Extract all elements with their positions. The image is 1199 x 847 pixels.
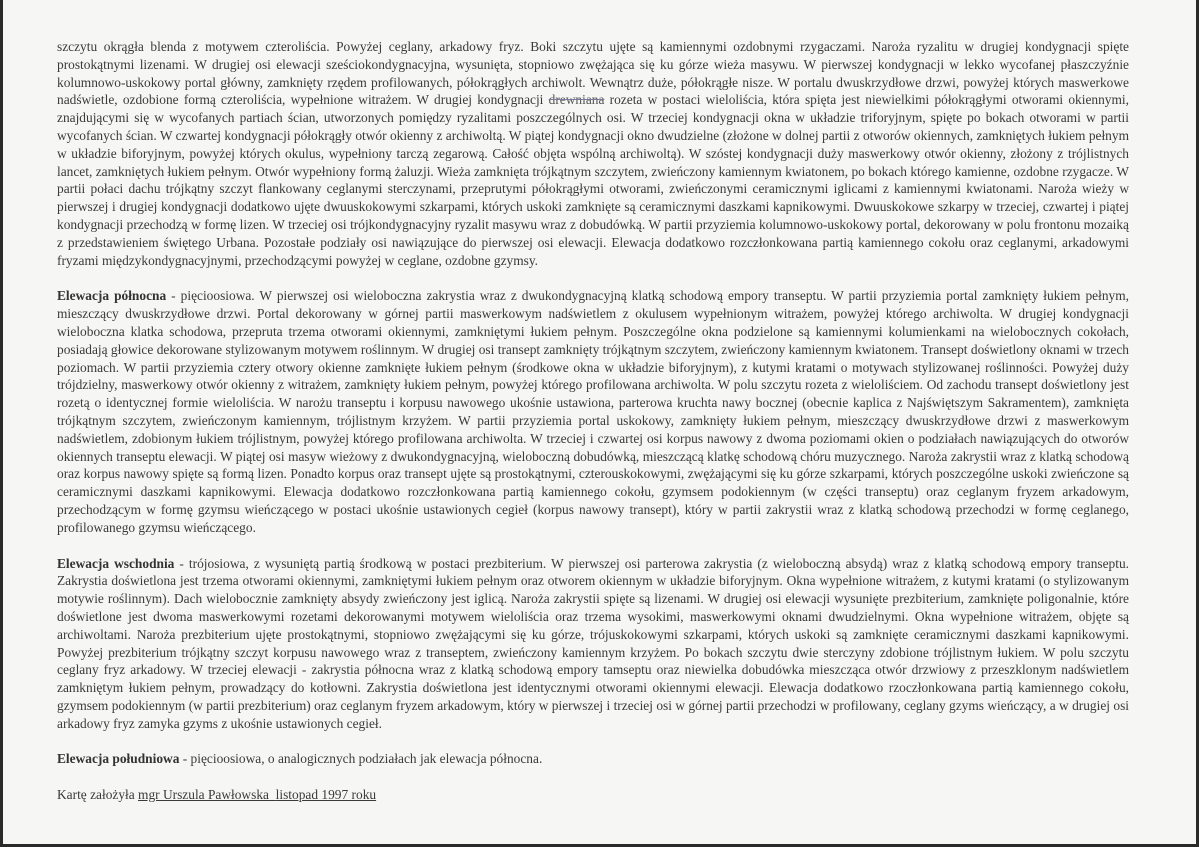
intro-paragraph xyxy=(57,38,1129,269)
footer-author: mgr Urszula Pawłowska xyxy=(138,787,269,803)
south-elevation-paragraph xyxy=(57,750,1129,768)
north-elevation-paragraph xyxy=(57,287,1129,536)
intro-text-b: rozeta w postaci wieloliścia, która spięta jest niewielkimi półokrągłymi otworami okiennymi, znajdującymi się w wycofanych partiach ścian, utworzonych pomiędzy ryzalitami poszczególnych osi. W trzeciej kondygnacji okna w układzie triforyjnym, spięte po bokach otworami w partii wycofanych ścian. W czwartej kondygnacji półokrągły otwór okienny z archiwoltą. W piątej kondygnacji okno dwudzielne (złożone w dolnej partii z otworów okiennych, zamkniętych łukiem pełnym w układzie biforyjnym, powyżej których okulus, wypełniony tarczą zegarową. Całość objęta wspólną archiwoltą). W szóstej kondygnacji duży maswerkowy otwór okienny, złożony z trójlistnych lancet, zamkniętych łukiem pełnym. Otwór wypełniony formą żaluzji. Wieża zamknięta trójkątnym szczytem, zwieńczony kamiennym kwiatonem, po bokach którego kamienne, ozdobne rzygacze. W partii połaci dachu trójkątny szczyt flankowany ceglanymi sterczynami, przeprutymi półokrągłymi otworami, zwieńczonymi ceramicznymi iglicami z kamiennymi kwiatonami. Naroża wieży w pierwszej i drugiej kondygnacji dodatkowo ujęte dwuuskokowymi szkarpami, których uskoki zamknięte są ceramicznymi daszkami kapnikowymi. Dwuuskokowe szkarpy w trzeciej, czwartej i piątej kondygnacji przechodzą w formę lizen. W trzeciej osi trójkondygnacyjny ryzalit masywu wraz z dobudówką. W partii przyziemia kolumnowo-uskokowy portal, dekorowany w polu frontonu mozaiką z przedstawieniem świętego Urbana. Pozostałe podziały osi nawiązujące do pierwszej osi elewacji. Elewacja dodatkowo rozczłonkowana partią kamiennego cokołu oraz ceglanymi, arkadowymi fryzami międzykondygnacyjnymi, przechodzącymi powyżej w ceglane, ozdobne gzymsy. xyxy=(57,92,1129,268)
north-elevation-heading: Elewacja północna xyxy=(57,288,167,304)
document-page xyxy=(57,38,1129,822)
east-elevation-heading: Elewacja wschodnia xyxy=(57,555,175,571)
footer-prefix: Kartę założyła xyxy=(57,787,139,803)
intro-text-a: szczytu okrągła blenda z motywem czteroliścia. Powyżej ceglany, arkadowy fryz. Boki szczytu ujęte są kamiennymi ozdobnymi rzygaczami. Naroża ryzalitu w drugiej kondygnacji spięte prostokątnymi lizenami. W drugiej osi elewacji sześciokondygnacyjna, wysunięta, stopniowo zwężająca się ku górze wieża masywu. W pierwszej kondygnacji w lekko wycofanej płaszczyźnie kolumnowo-uskokowy portal główny, zamknięty rzędem profilowanych, półokrągłych archiwolt. Wewnątrz duże, półokrągłe nisze. W portalu dwuskrzydłowe drzwi, powyżej których maswerkowe nadświetle, ozdobione formą czteroliścia, wypełnione witrażem. W drugiej kondygnacji xyxy=(57,39,1129,108)
struck-word: drewniana xyxy=(548,92,605,108)
east-elevation-text: - trójosiowa, z wysuniętą partią środkową w postaci prezbiterium. W pierwszej osi parterowa zakrystia (z wieloboczną absydą) wraz z klatką schodową empory transeptu. Zakrystia doświetlona jest trzema otworami okiennymi, zamkniętymi łukiem pełnym oraz otworem okiennym w układzie biforyjnym. Okna wypełnione witrażem, z kutymi kratami (o stylizowanym motywie roślinnym). Dach wielobocznie zamknięty absydy zwieńczony jest iglicą. Naroża zakrystii spięte są lizenami. W drugiej osi elewacji wysunięte prezbiterium, zamknięte poligonalnie, które doświetlone jest dwoma maswerkowymi rozetami dekorowanymi motywem wieloliścia oraz trzema wysokimi, maswerkowymi oknami dwudzielnymi. Okna wypełnione witrażem, objęte są archiwoltami. Naroża prezbiterium ujęte prostokątnymi, stopniowo zwężającymi się ku górze, trójuskokowymi szkarpami, których uskoki są zamknięte ceramicznymi daszkami kapnikowymi. Powyżej prezbiterium trójkątny szczyt korpusu nawowego wraz z transeptem, zwieńczony kamiennym krzyżem. Po bokach szczytu dwie sterczyny zdobione trójlistnym łukiem. W polu szczytu ceglany fryz arkadowy. W trzeciej elewacji - zakrystia północna wraz z klatką schodową empory tamseptu oraz niewielka dobudówka mieszcząca otwór drzwiowy z przeszklonym nadświetlem zamkniętym łukiem pełnym, prowadzący do kotłowni. Zakrystia doświetlona jest identycznymi otworami okiennymi elewacji. Elewacja dodatkowo rzoczłonkowana partią kamiennego cokołu, gzymsem podokiennym (w partii prezbiterium) oraz ceglanym fryzem arkadowym, który w pierwszej i trzeciej osi w górnej partii przechodzi w profilowany, ceglany gzyms wieńczący, a w drugiej osi arkadowy fryz zamyka gzyms z ukośnie ustawionych cegieł. xyxy=(57,555,1130,731)
footer-date: listopad 1997 roku xyxy=(275,787,377,803)
north-elevation-text: - pięcioosiowa. W pierwszej osi wieloboczna zakrystia wraz z dwukondygnacyjną klatką schodową empory transeptu. W partii przyziemia portal zamknięty łukiem pełnym, mieszczący dwuskrzydłowe drzwi. Portal dekorowany w górnej partii maswerkowym nadświetlem z okulusem wypełnionym witrażem, powyżej którego archiwolta. W drugiej kondygnacji wieloboczna klatka schodowa, przeprutа trzema otworami okiennymi, zamkniętymi łukiem pełnym. Poszczególne okna podzielone są kamiennymi kolumienkami na wielobocznych cokołach, posiadają głowice dekorowane stylizowanym motywem roślinnym. W drugiej osi transept zamknięty trójkątnym szczytem, zwieńczony kamiennym kwiatonem. Transept doświetlony oknami w trzech poziomach. W partii przyziemia cztery otwory okienne zamknięte łukiem pełnym (środkowe okna w układzie biforyjnym), z kutymi kratami o motywach stylizowanej roślinności. Powyżej duży trójdzielny, maswerkowy otwór okienny z witrażem, zamknięty łukiem pełnym, powyżej którego profilowana archiwolta. W polu szczytu rozeta z wieloliściem. Od zachodu transept doświetlony jest rozetą o identycznej formie wieloliścia. W narożu transeptu i korpusu nawowego ukośnie ustawiona, parterowa kruchta nawy bocznej (obecnie kaplica z Najświętszym Sakramentem), zamknięta trójkątnym szczytem, zwieńczonym kamiennym, trójlistnym krzyżem. W partii przyziemia portal uskokowy, zamknięty łukiem pełnym, mieszczący dwuskrzydłowe drzwi z maswerkowym nadświetlem, zdobionym łukiem trójlistnym, powyżej którego profilowana archiwolta. W trzeciej i czwartej osi korpus nawowy z dwoma poziomami okien o podziałach nawiązujących do otworów okiennych transeptu elewacji. W piątej osi masyw wieżowy z dwukondygnacyjną, wieloboczną dobudówką, mieszczącą klatkę schodową chóru muzycznego. Naroża zakrystii wraz z klatką schodową oraz korpus nawowy spięte są formą lizen. Ponadto korpus oraz transept ujęte są prostokątnymi, czterouskokowymi, zwężającymi się ku górze szkarpami, których poszczególne uskoki zwieńczone są ceramicznymi daszkami kapnikowymi. Elewacja dodatkowo rozczłonkowana partią kamiennego cokołu, gzymsem podokiennym (w części transeptu) oraz ceglanym fryzem arkadowym, przechodzącym w formę gzymsu wieńczącego w postaci ukośnie ustawionych cegieł (korpus nawowy transept), który w partii zakrystii wraz z klatką schodową przechodzi w formę ceglanego, profilowanego gzymsu wieńczącego. xyxy=(57,288,1129,535)
footer-gap xyxy=(269,787,276,802)
south-elevation-heading: Elewacja południowa xyxy=(57,751,180,767)
south-elevation-text: - pięcioosiowa, o analogicznych podziałach jak elewacja północna. xyxy=(179,751,543,767)
east-elevation-paragraph xyxy=(57,555,1129,733)
card-author-line xyxy=(57,786,1129,804)
